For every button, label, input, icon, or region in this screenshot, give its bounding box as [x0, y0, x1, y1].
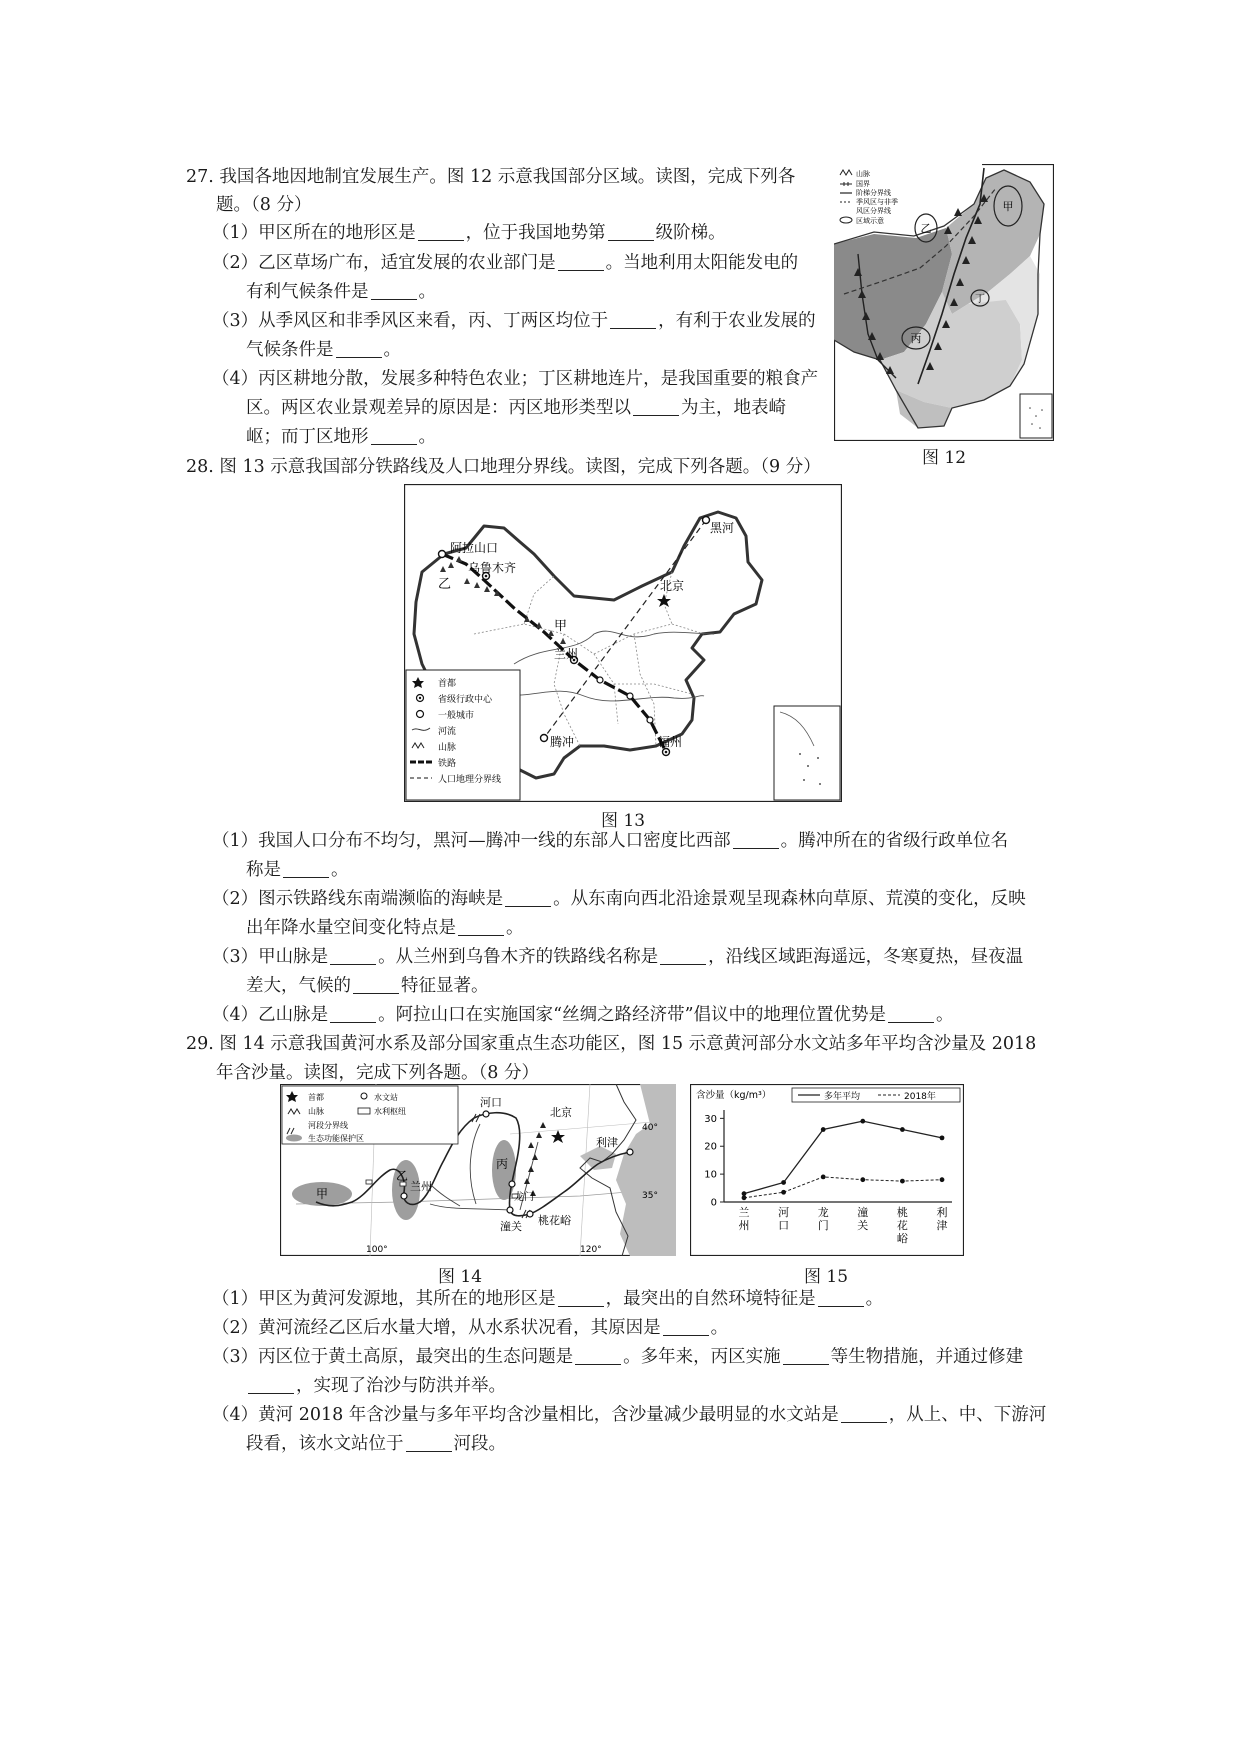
- place-alashankou: 阿拉山口: [450, 541, 499, 555]
- zone-label-bing: 丙: [496, 1157, 509, 1171]
- legend-monsoon-line-2: 风区分界线: [856, 207, 891, 215]
- chart-y-tick-label: 0: [710, 1197, 717, 1209]
- chart-x-tick-label: 河: [778, 1206, 790, 1219]
- region-label-bing: 丙: [910, 332, 922, 345]
- legend-population-line: 人口地理分界线: [438, 775, 502, 785]
- q28-intro: 28. 图 13 示意我国部分铁路线及人口地理分界线。读图，完成下列各题。（9 分）: [186, 457, 821, 477]
- figure-14-map: [280, 1084, 676, 1256]
- answer-blank[interactable]: [283, 859, 329, 878]
- figure-13-map: [404, 484, 842, 802]
- answer-blank[interactable]: [371, 281, 417, 300]
- answer-blank[interactable]: [610, 310, 656, 329]
- figure-12-map: [834, 164, 1054, 441]
- point-2018: [742, 1195, 747, 1200]
- point-average: [900, 1127, 905, 1132]
- answer-blank[interactable]: [733, 830, 779, 849]
- answer-blank[interactable]: [783, 1346, 829, 1365]
- q28-sub4: （4）乙山脉是 。阿拉山口在实施国家“丝绸之路经济带”倡议中的地理位置优势是 。: [212, 1005, 954, 1025]
- place-taohuayu: 桃花峪: [538, 1214, 571, 1227]
- place-heihe: 黑河: [710, 521, 735, 535]
- answer-blank[interactable]: [660, 946, 706, 965]
- chart-x-tick-label: 兰: [738, 1206, 750, 1219]
- answer-blank[interactable]: [841, 1404, 887, 1423]
- q27-sub2-cont: 有利气候条件是 。: [246, 282, 436, 302]
- point-2018: [940, 1177, 945, 1182]
- legend-series-1: 多年平均: [824, 1092, 861, 1102]
- q29-sub4-cont: 段看，该水文站位于 河段。: [246, 1434, 506, 1454]
- place-lanzhou: 兰州: [410, 1180, 432, 1193]
- q27-sub3-cont: 气候条件是 。: [246, 340, 401, 360]
- figure-14-caption: 图 14: [437, 1267, 483, 1287]
- point-2018: [781, 1190, 786, 1195]
- legend-mountain: 山脉: [856, 170, 870, 178]
- point-average: [860, 1119, 865, 1124]
- place-lijin: 利津: [596, 1136, 618, 1149]
- answer-blank[interactable]: [371, 426, 417, 445]
- answer-blank[interactable]: [248, 1375, 294, 1394]
- mountain-label-jia: 甲: [554, 619, 568, 634]
- q27-sub4: （4）丙区耕地分散，发展多种特色农业；丁区耕地连片，是我国重要的粮食产: [212, 369, 819, 389]
- region-label-jia: 甲: [1002, 200, 1014, 213]
- q27-sub4-cont: 区。两区农业景观差异的原因是：丙区地形类型以 为主，地表崎: [246, 398, 786, 418]
- point-average: [781, 1180, 786, 1185]
- legend-city: 一般城市: [438, 711, 475, 721]
- q28-sub1: （1）我国人口分布不均匀，黑河—腾冲一线的东部人口密度比西部 。腾冲所在的省级行政单位名: [212, 831, 1009, 851]
- q29-sub4: （4）黄河 2018 年含沙量与多年平均含沙量相比，含沙量减少最明显的水文站是 ，从上、中、下游河: [212, 1405, 1047, 1425]
- chart-y-tick-label: 10: [704, 1169, 717, 1181]
- place-tongguan: 潼关: [500, 1220, 522, 1233]
- chart-y-tick-label: 30: [704, 1113, 717, 1125]
- mountain-label-yi: 乙: [438, 577, 452, 592]
- place-longmen: 龙门: [514, 1192, 534, 1203]
- q27-intro-2: 题。（8 分）: [216, 195, 312, 215]
- q28-sub3: （3）甲山脉是 。从兰州到乌鲁木齐的铁路线名称是 ，沿线区域距海遥远，冬寒夏热，昼夜温: [212, 947, 1024, 967]
- zone-label-yi: 乙: [396, 1169, 409, 1183]
- lon-100: 100°: [366, 1245, 388, 1255]
- answer-blank[interactable]: [888, 1004, 934, 1023]
- q28-sub3-cont: 差大，气候的 特征显著。: [246, 976, 489, 996]
- answer-blank[interactable]: [505, 888, 551, 907]
- answer-blank[interactable]: [336, 339, 382, 358]
- place-lanzhou: 兰州: [554, 647, 579, 661]
- q29-sub3-cont: ，实现了治沙与防洪并举。: [246, 1374, 506, 1398]
- q28-sub2: （2）图示铁路线东南端濒临的海峡是 。从东南向西北沿途景观呈现森林向草原、荒漠的变化，反映: [212, 889, 1026, 909]
- figure-13-caption: 图 13: [600, 811, 646, 831]
- chart-x-tick-label: 峪: [896, 1232, 908, 1245]
- answer-blank[interactable]: [575, 1346, 621, 1365]
- q27-sub4-cont2: 岖；而丁区地形 。: [246, 427, 436, 447]
- q28-sub1-cont: 称是 。: [246, 860, 349, 880]
- place-beijing: 北京: [550, 1106, 572, 1119]
- answer-blank[interactable]: [353, 975, 399, 994]
- legend-railway: 铁路: [438, 759, 457, 769]
- answer-blank[interactable]: [330, 946, 376, 965]
- chart-x-tick-label: 龙: [817, 1206, 829, 1219]
- legend-region: 区域示意: [856, 217, 884, 225]
- point-average: [940, 1135, 945, 1140]
- chart-x-tick-label: 门: [817, 1219, 829, 1232]
- answer-blank[interactable]: [406, 1433, 452, 1452]
- legend-section-line: 河段分界线: [308, 1121, 348, 1130]
- legend-series-2: 2018年: [904, 1092, 936, 1102]
- legend-step-boundary: 阶梯分界线: [856, 189, 891, 197]
- point-average: [821, 1127, 826, 1132]
- point-2018: [821, 1175, 826, 1180]
- q29-intro-2: 年含沙量。读图，完成下列各题。（8 分）: [216, 1063, 539, 1083]
- q29-intro-1: 29. 图 14 示意我国黄河水系及部分国家重点生态功能区，图 15 示意黄河部分水文站多年平均含沙量及 2018: [186, 1034, 1037, 1054]
- figure-12-caption: 图 12: [921, 448, 967, 468]
- chart-x-tick-label: 州: [738, 1219, 750, 1232]
- point-2018: [900, 1179, 905, 1184]
- lat-40: 40°: [642, 1123, 658, 1133]
- chart-y-tick-label: 20: [704, 1141, 717, 1153]
- q29-sub3: （3）丙区位于黄土高原，最突出的生态问题是 。多年来，丙区实施 等生物措施，并通过修建: [212, 1347, 1024, 1367]
- point-2018: [860, 1177, 865, 1182]
- legend-provincial-center: 省级行政中心: [438, 695, 493, 705]
- answer-blank[interactable]: [330, 1004, 376, 1023]
- q27-sub1: （1）甲区所在的地形区是 ，位于我国地势第 级阶梯。: [212, 223, 726, 243]
- place-fuzhou: 福州: [658, 735, 683, 749]
- q28-sub2-cont: 出年降水量空间变化特点是 。: [246, 918, 524, 938]
- chart-x-tick-label: 关: [857, 1219, 869, 1232]
- q29-sub2: （2）黄河流经乙区后水量大增，从水系状况看，其原因是 。: [212, 1318, 729, 1338]
- chart-x-tick-label: 利: [936, 1206, 948, 1219]
- chart-ylabel: 含沙量（kg/m³）: [696, 1090, 772, 1101]
- q29-sub1: （1）甲区为黄河发源地，其所在的地形区是 ，最突出的自然环境特征是 。: [212, 1289, 884, 1309]
- figure-15-caption: 图 15: [803, 1267, 849, 1287]
- lon-120: 120°: [580, 1245, 602, 1255]
- figure-15-chart: [690, 1084, 964, 1256]
- answer-blank[interactable]: [558, 252, 604, 271]
- answer-blank[interactable]: [458, 917, 504, 936]
- legend-station: 水文站: [374, 1093, 398, 1102]
- answer-blank[interactable]: [818, 1288, 864, 1307]
- q27-intro-1: 27. 我国各地因地制宜发展生产。图 12 示意我国部分区域。读图，完成下列各: [186, 167, 796, 187]
- place-tengchong: 腾冲: [550, 735, 575, 749]
- legend-capital: 首都: [308, 1093, 324, 1102]
- place-beijing: 北京: [660, 579, 685, 593]
- place-urumqi: 乌鲁木齐: [468, 561, 517, 575]
- chart-x-tick-label: 桃: [896, 1206, 908, 1219]
- answer-blank[interactable]: [633, 397, 679, 416]
- legend-capital: 首都: [438, 679, 457, 689]
- chart-x-tick-label: 潼: [857, 1206, 869, 1219]
- legend-border: 国界: [856, 180, 870, 188]
- place-hekou: 河口: [480, 1096, 502, 1109]
- answer-blank[interactable]: [558, 1288, 604, 1307]
- q27-sub3: （3）从季风区和非季风区来看，丙、丁两区均位于 ，有利于农业发展的: [212, 311, 816, 331]
- legend-dam: 水利枢纽: [374, 1107, 406, 1116]
- lat-35: 35°: [642, 1191, 658, 1201]
- answer-blank[interactable]: [663, 1317, 709, 1336]
- chart-x-tick-label: 花: [896, 1219, 908, 1232]
- region-label-yi: 乙: [920, 222, 932, 235]
- legend-river: 河流: [438, 727, 457, 737]
- legend-mountain: 山脉: [438, 743, 457, 753]
- legend-mountain: 山脉: [308, 1107, 324, 1116]
- answer-blank[interactable]: [418, 222, 464, 241]
- region-label-ding: 丁: [975, 294, 985, 305]
- chart-x-tick-label: 口: [778, 1219, 790, 1232]
- point-average: [742, 1191, 747, 1196]
- legend-monsoon-line-1: 季风区与非季: [856, 198, 898, 206]
- chart-x-tick-label: 津: [936, 1219, 948, 1232]
- legend-eco-zone: 生态功能保护区: [308, 1134, 364, 1143]
- answer-blank[interactable]: [608, 222, 654, 241]
- zone-label-jia: 甲: [316, 1187, 329, 1201]
- q27-sub2: （2）乙区草场广布，适宜发展的农业部门是 。当地利用太阳能发电的: [212, 253, 799, 273]
